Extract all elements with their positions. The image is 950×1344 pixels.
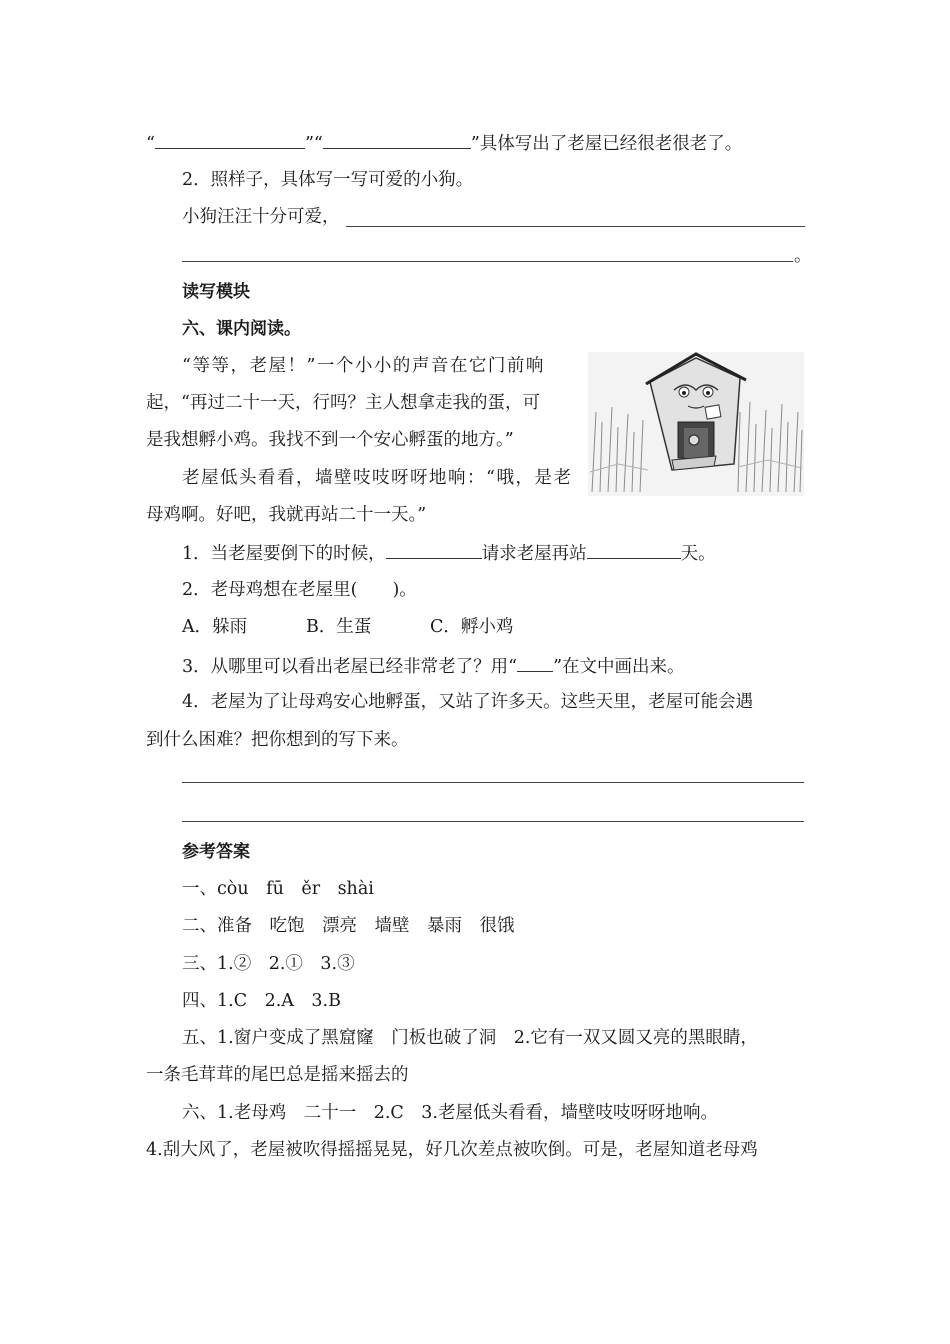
answer-5-line-2: 一条毛茸茸的尾巴总是摇来摇去的	[146, 1065, 409, 1085]
rq2-line: 2．老母鸡想在老屋里( )。	[182, 580, 417, 600]
rq2-option-a[interactable]: A．躲雨	[182, 617, 248, 637]
rq4-line-1: 4．老屋为了让母鸡安心地孵蛋，又站了许多天。这些天里，老屋可能会遇	[182, 692, 754, 712]
rq1-blank-1[interactable]	[386, 540, 482, 559]
passage-line-1: “等等，老屋！”一个小小的声音在它门前响	[182, 356, 545, 376]
q2-prompt: 2．照样子，具体写一写可爱的小狗。	[182, 170, 474, 190]
section-title: 读写模块	[182, 282, 250, 302]
rq1-blank-2[interactable]	[587, 540, 681, 559]
answer-3: 三、1.② 2.① 3.③	[182, 954, 355, 974]
q2-answer-line-1[interactable]	[346, 226, 805, 227]
q2-end-mark: 。	[794, 246, 812, 266]
answer-6-line-1: 六、1.老母鸡 二十一 2.C 3.老屋低头看看，墙壁吱吱呀呀地响。	[182, 1103, 718, 1123]
q2-answer-line-2[interactable]	[182, 261, 793, 262]
rq2-option-c[interactable]: C．孵小鸡	[430, 617, 514, 637]
q2-lead: 小狗汪汪十分可爱，	[182, 207, 340, 227]
passage-line-2: 起，“再过二十一天，行吗？主人想拿走我的蛋，可	[146, 393, 540, 413]
q1-fill-line: “ ”“ ”具体写出了老屋已经很老很老了。	[146, 130, 742, 156]
passage-line-3: 是我想孵小鸡。我找不到一个安心孵蛋的地方。”	[146, 430, 514, 450]
answers-title: 参考答案	[182, 842, 250, 862]
answer-2: 二、准备 吃饱 漂亮 墙壁 暴雨 很饿	[182, 916, 515, 936]
answer-5-line-1: 五、1.窗户变成了黑窟窿 门板也破了洞 2.它有一双又圆又亮的黑眼睛，	[182, 1028, 758, 1048]
passage-line-5: 母鸡啊。好吧，我就再站二十一天。”	[146, 505, 427, 525]
part6-title: 六、课内阅读。	[182, 319, 301, 339]
q1-blank-1[interactable]	[155, 130, 305, 149]
rq3-underline-sample	[517, 653, 553, 672]
answer-4: 四、1.C 2.A 3.B	[182, 991, 341, 1011]
answer-6-line-2: 4.刮大风了，老屋被吹得摇摇晃晃，好几次差点被吹倒。可是，老屋知道老母鸡	[146, 1140, 758, 1160]
old-house-illustration	[588, 352, 804, 496]
rq2-option-b[interactable]: B．生蛋	[306, 617, 372, 637]
rq3-line: 3．从哪里可以看出老屋已经非常老了？用“ ”在文中画出来。	[182, 653, 685, 679]
passage-line-4: 老屋低头看看，墙壁吱吱呀呀地响：“哦，是老	[182, 468, 573, 488]
rq4-line-2: 到什么困难？把你想到的写下来。	[146, 730, 409, 750]
rq4-answer-line-2[interactable]	[182, 821, 804, 822]
rq4-answer-line-1[interactable]	[182, 782, 804, 783]
q1-blank-2[interactable]	[323, 130, 471, 149]
rq1-line: 1．当老屋要倒下的时候， 请求老屋再站 天。	[182, 540, 716, 566]
answer-1: 一、còu fū ěr shài	[182, 879, 374, 899]
